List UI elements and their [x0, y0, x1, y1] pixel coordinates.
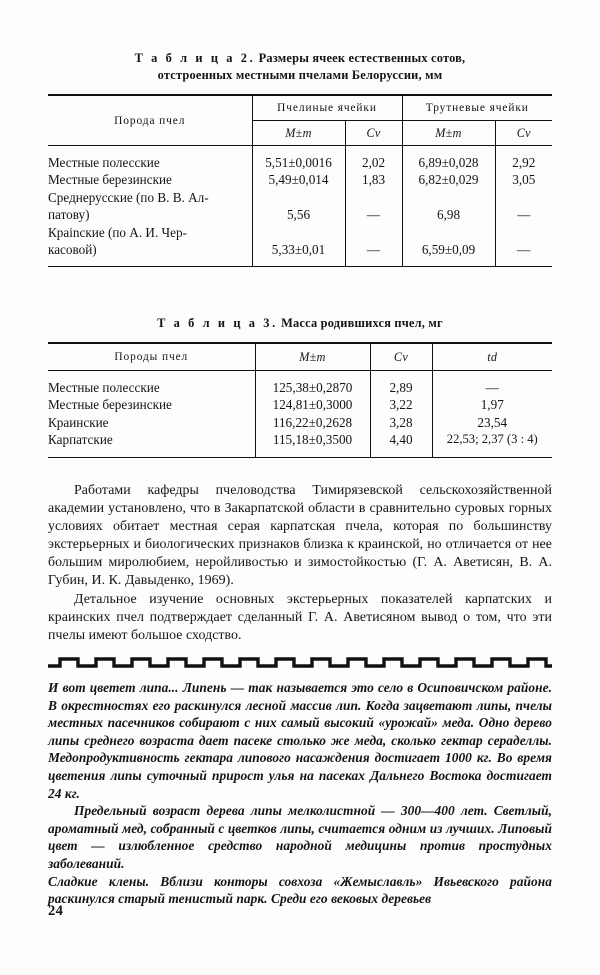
table3-row1-td: 1,97 — [432, 396, 552, 413]
table2-row3-name — [48, 224, 252, 267]
body-text-block — [48, 482, 552, 645]
table2-row2-drone-mm: 6,98 — [436, 207, 461, 223]
table2-header-group-drone: Трутневые ячейки — [402, 95, 552, 121]
feature-text-block — [48, 679, 552, 908]
table3-row1-cv: 3,22 — [370, 396, 432, 413]
table2-row0-drone-cv: 2,92 — [495, 146, 552, 172]
table2-row0-worker-cv: 2,02 — [345, 146, 402, 172]
table2-block — [48, 50, 552, 267]
table2-row2-worker-cv-cell — [345, 189, 402, 224]
table3-bottom-rule-row — [48, 457, 552, 458]
table2-row1-worker-mm: 5,49±0,014 — [252, 171, 345, 188]
table2-caption — [48, 50, 552, 84]
table3-header-mm: M±m — [255, 343, 370, 371]
table3-row2-td: 23,54 — [432, 414, 552, 431]
feature-item-1-text: Липень — так называется это село в Осиповичском районе. В окрестностях его раскинулся лесной массив лип. Когда зацветают липы, пчелы местных пасечников собирают с них самый высокий «урожай» меда. Одно дерево липы среднего возраста дает пасеке столько же меда, сколько гектар сераделлы. Медопродуктивность гектара липового насаждения достигает 1000 кг. Во время цветения липы суточный прирост улья на пасеках Дальнего Востока достигает 24 кг. — [48, 680, 552, 801]
table3-row2-name: Краинские — [48, 414, 109, 430]
table2-row1-name: Местные березинские — [48, 172, 172, 188]
square-wave-divider-icon — [48, 655, 552, 669]
table2-body — [48, 146, 552, 268]
body-paragraph-1: Работами кафедры пчеловодства Тимирязевской сельскохозяйственной академии установлено, что в Закарпатской области в сравнительно суровых горных условиях обитает местная серая карпатская пчела, которая по большинству экстерьерных и биологических признаков близка к краинской, но отличается от нее большим миролюбием, неройливостью и зимостойкостью (Г. А. Аветисян, В. А. Губин, И. К. Давыденко, 1969). — [48, 483, 552, 589]
table2-bottom-rule-row — [48, 267, 552, 268]
table3-head — [48, 343, 552, 371]
table2-row2-name-line2: патову) — [48, 207, 90, 223]
table2-row2-worker-mm: 5,56 — [286, 207, 311, 223]
table2-row3-worker-cv: — — [366, 242, 381, 258]
table2-row3-worker-mm: 5,33±0,01 — [271, 242, 326, 258]
table3 — [48, 342, 552, 458]
table2-row3-name-line2: касовой) — [48, 242, 97, 258]
table3-row3-name: Карпатские — [48, 432, 113, 448]
table2-header-row-groups — [48, 95, 552, 121]
table2-row3-drone-mm: 6,59±0,09 — [421, 242, 476, 258]
page-number: 24 — [48, 903, 64, 919]
table3-row1-name: Местные березинские — [48, 397, 172, 413]
table3-header-td: td — [432, 343, 552, 371]
table3-row3-mm: 115,18±0,3500 — [255, 431, 370, 457]
table2-row2-drone-mm-cell — [402, 189, 495, 224]
table2-header-stub: Порода пчел — [114, 114, 186, 127]
table2-caption-line2: отстроенных местными пчелами Белоруссии, мм — [157, 68, 443, 82]
table3-header-stub: Породы пчел — [114, 351, 189, 363]
table2-row2-drone-cv-cell — [495, 189, 552, 224]
table2-row2-worker-mm-cell — [252, 189, 345, 224]
table-row — [48, 189, 552, 224]
feature-item-3-text: Вблизи конторы совхоза «Жемыславль» Ивьевского района раскинулся старый тенистый парк. Среди его вековых деревьев — [48, 873, 552, 907]
table3-row1-mm: 124,81±0,3000 — [255, 396, 370, 413]
table2-row2-worker-cv: — — [366, 207, 381, 223]
table-row — [48, 371, 552, 397]
table3-row0-mm: 125,38±0,2870 — [255, 371, 370, 397]
table-row — [48, 171, 552, 188]
table3-caption-text: Масса родившихся пчел, мг — [281, 316, 443, 330]
body-paragraph-2: Детальное изучение основных экстерьерных показателей карпатских и краинских пчел подтверждает сделанный Г. А. Аветисяном вывод о том, что эти пчелы имеют большое сходство. — [48, 591, 552, 643]
divider-block — [48, 655, 552, 669]
table3-row3-td: 22,53; 2,37 (3 : 4) — [432, 431, 552, 457]
table2-head — [48, 95, 552, 146]
table3-row3-cv: 4,40 — [370, 431, 432, 457]
table3-header-cv: Cv — [370, 343, 432, 371]
table3-row0-name: Местные полесские — [48, 380, 160, 395]
table3-body — [48, 371, 552, 458]
table2-header-group-worker: Пчелиные ячейки — [252, 95, 402, 121]
table3-row2-mm: 116,22±0,2628 — [255, 414, 370, 431]
table2-row3-worker-cv-cell — [345, 224, 402, 267]
table2-header-worker-mm: M±m — [252, 121, 345, 146]
table2-caption-label: Т а б л и ц а 2. — [134, 51, 256, 65]
table2-caption-line1: Размеры ячеек естественных сотов, — [258, 51, 466, 65]
table2-row0-name: Местные полесские — [48, 155, 160, 170]
table2-row0-worker-mm: 5,51±0,0016 — [252, 146, 345, 172]
table2-header-worker-cv: Cv — [345, 121, 402, 146]
feature-item-3 — [48, 873, 552, 908]
table3-row0-cv: 2,89 — [370, 371, 432, 397]
table-row — [48, 431, 552, 457]
table-row — [48, 224, 552, 267]
table2-row3-drone-mm-cell — [402, 224, 495, 267]
table2-row3-drone-cv: — — [517, 242, 531, 258]
table2-row1-worker-cv: 1,83 — [345, 171, 402, 188]
table2-row3-name-line1: Крainские (по А. И. Чер- — [48, 224, 187, 240]
feature-item-2: Предельный возраст дерева липы мелколистной — 300—400 лет. Светлый, ароматный мед, собранный с цветков липы, считается одним из лучших. Липовый цвет — излюбленное средство народной медицины против простудных заболеваний. — [48, 803, 552, 871]
table2 — [48, 94, 552, 267]
table2-row2-name — [48, 189, 252, 224]
feature-item-3-lead: Сладкие клены. — [48, 873, 150, 889]
table-row — [48, 396, 552, 413]
table2-row2-name-line1: Среднерусские (по В. В. Ал- — [48, 189, 209, 205]
table3-caption-label: Т а б л и ц а 3. — [157, 316, 278, 330]
table2-row3-drone-cv-cell — [495, 224, 552, 267]
table3-block — [48, 315, 552, 458]
feature-item-1 — [48, 679, 552, 802]
table2-row1-drone-mm: 6,82±0,029 — [402, 171, 495, 188]
feature-item-1-lead: И вот цветет липа... — [48, 680, 179, 695]
table2-row3-worker-mm-cell — [252, 224, 345, 267]
table2-row2-drone-cv: — — [517, 207, 531, 223]
table3-row0-td: — — [432, 371, 552, 397]
table2-header-drone-cv: Cv — [495, 121, 552, 146]
table-row — [48, 414, 552, 431]
table2-row0-drone-mm: 6,89±0,028 — [402, 146, 495, 172]
table-row — [48, 146, 552, 172]
table3-header-row — [48, 343, 552, 371]
table3-row2-cv: 3,28 — [370, 414, 432, 431]
table2-header-drone-mm: M±m — [402, 121, 495, 146]
table3-caption — [48, 315, 552, 332]
table2-row1-drone-cv: 3,05 — [495, 171, 552, 188]
